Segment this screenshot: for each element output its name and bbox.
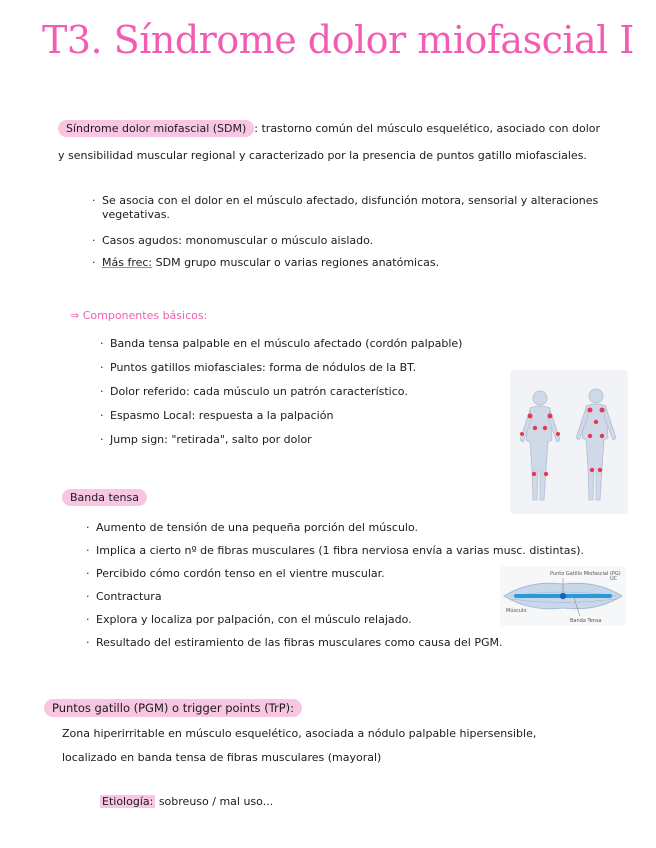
list-item: · Puntos gatillos miofasciales: forma de nódulos de la BT.	[100, 356, 462, 380]
list-item: · Se asocia con el dolor en el músculo afectado, disfunción motora, sensorial y alteraciones vegetativas.	[92, 194, 598, 224]
sdm-definition	[58, 121, 600, 137]
etiologia-label: Etiología:	[102, 795, 154, 808]
body-trigger-points-figure	[510, 370, 628, 514]
list-item: · Explora y localiza por palpación, con el músculo relajado.	[86, 608, 584, 631]
list-item: · Casos agudos: monomuscular o músculo aislado.	[92, 234, 598, 248]
puntos-line2: localizado en banda tensa de fibras musculares (mayoral)	[62, 751, 382, 764]
muscle-diagram-icon	[500, 566, 626, 626]
list-item: · Espasmo Local: respuesta a la palpación	[100, 404, 462, 428]
sdm-term-highlight: Síndrome dolor miofascial (SDM)	[58, 120, 254, 137]
body-diagram-icon	[510, 370, 628, 514]
banda-tensa-heading: Banda tensa	[62, 490, 147, 506]
etiologia	[100, 794, 273, 810]
figure-label-corner: UC	[610, 576, 618, 582]
list-item: · Resultado del estiramiento de las fibras musculares como causa del PGM.	[86, 631, 584, 654]
figure-label-bottom: Banda Tensa	[570, 618, 602, 624]
figure-label-top: Punto Gatillo Miofascial (PG)	[550, 571, 621, 577]
list-item: · Aumento de tensión de una pequeña porción del músculo.	[86, 516, 584, 539]
list-item: · Más frec: SDM grupo muscular o varias regiones anatómicas.	[92, 256, 598, 270]
sdm-def-line1: : trastorno común del músculo esquelético, asociado con dolor	[254, 122, 601, 135]
list-item: · Jump sign: "retirada", salto por dolor	[100, 428, 462, 452]
puntos-line1: Zona hiperirritable en músculo esquelético, asociada a nódulo palpable hipersensible,	[62, 727, 537, 740]
list-item: · Contractura	[86, 585, 584, 608]
sdm-bullets	[92, 194, 598, 270]
componentes-heading: ⇒ Componentes básicos:	[70, 309, 208, 322]
mas-frec-label: Más frec:	[102, 256, 153, 269]
puntos-gatillo-heading: Puntos gatillo (PGM) o trigger points (TrP):	[44, 700, 302, 716]
list-item: · Implica a cierto nº de fibras musculares (1 fibra nerviosa envía a varias musc. distintas).	[86, 539, 584, 562]
page-title: T3. Síndrome dolor miofascial I	[42, 18, 634, 62]
list-item: · Banda tensa palpable en el músculo afectado (cordón palpable)	[100, 332, 462, 356]
list-item: · Dolor referido: cada músculo un patrón característico.	[100, 380, 462, 404]
sdm-def-line2: y sensibilidad muscular regional y caracterizado por la presencia de puntos gatillo miofasciales.	[58, 149, 587, 162]
etiologia-text: sobreuso / mal uso...	[155, 795, 274, 808]
list-item: · Percibido cómo cordón tenso en el vientre muscular.	[86, 562, 584, 585]
figure-label-left: Músculo	[506, 608, 527, 614]
componentes-list	[100, 332, 462, 452]
taut-band-figure	[500, 566, 626, 626]
